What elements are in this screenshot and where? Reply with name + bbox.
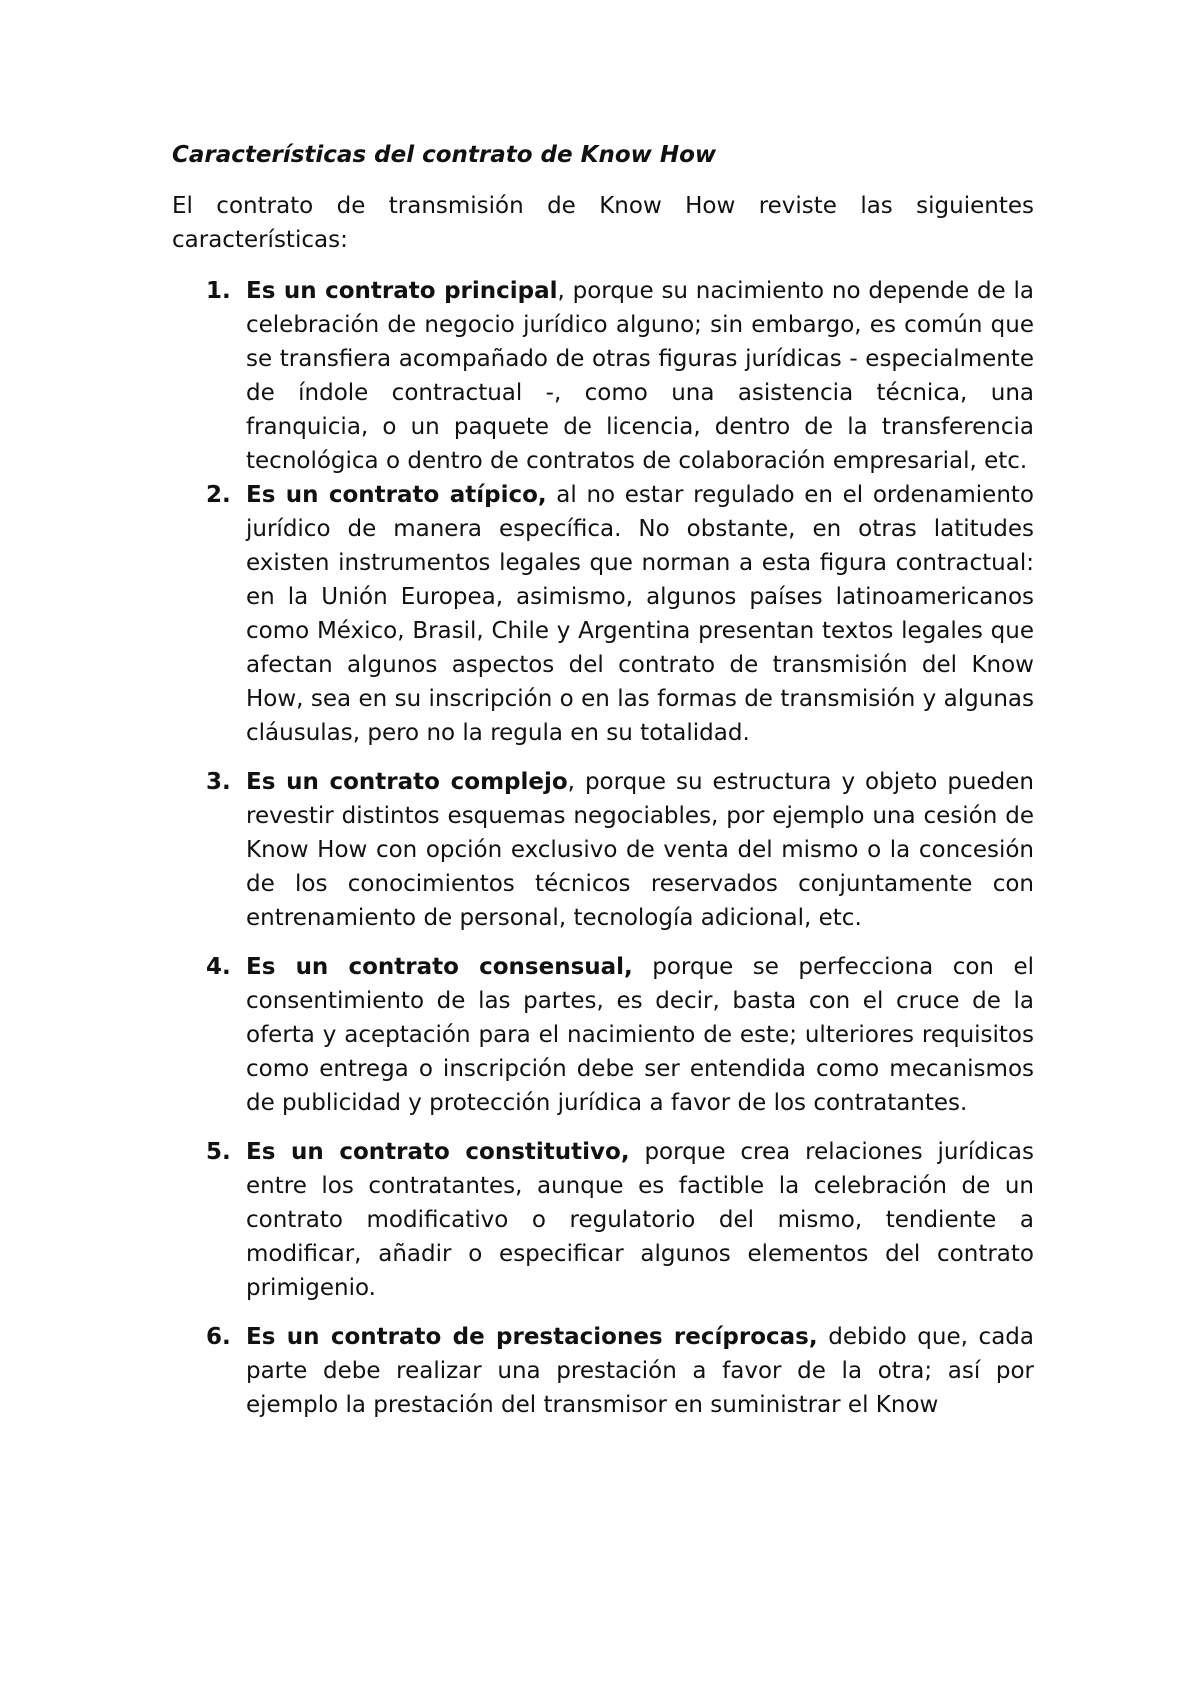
- item-text: porque crea relaciones jurídicas entre los contratantes, aunque es factible la celebración de un contrato modificativo o regulatorio del mismo, tendiente a modificar, añadir o especificar algunos elementos del contrato primigenio.: [246, 1139, 1034, 1301]
- item-number: 3.: [206, 769, 231, 795]
- document-page: [172, 138, 1034, 1422]
- item-text: porque se perfecciona con el consentimiento de las partes, es decir, basta con el cruce de la oferta y aceptación para el nacimiento de este; ulteriores requisitos como entrega o inscripción debe ser entendida como mecanismos de publicidad y protección jurídica a favor de los contratantes.: [246, 954, 1035, 1116]
- item-number: 2.: [206, 482, 231, 508]
- item-lead: Es un contrato complejo: [246, 769, 568, 795]
- item-text: , porque su estructura y objeto pueden revestir distintos esquemas negociables, por ejemplo una cesión de Know How con opción exclusivo de venta del mismo o la concesión de los conocimientos técnicos reservados conjuntamente con entrenamiento de personal, tecnología adicional, etc.: [246, 769, 1034, 931]
- list-item-constitutivo: [172, 1135, 1034, 1305]
- item-number: 1.: [206, 278, 231, 304]
- item-number: 6.: [206, 1324, 231, 1350]
- item-text: al no estar regulado en el ordenamiento jurídico de manera específica. No obstante, en otras latitudes existen instrumentos legales que norman a esta figura contractual: en la Unión Europea, asimismo, algunos países latinoamericanos como México, Brasil, Chile y Argentina presentan textos legales que afectan algunos aspectos del contrato de transmisión del Know How, sea en su inscripción o en las formas de transmisión y algunas cláusulas, pero no la regula en su totalidad.: [246, 482, 1034, 746]
- item-lead: Es un contrato constitutivo,: [246, 1139, 630, 1165]
- item-lead: Es un contrato atípico,: [246, 482, 547, 508]
- intro-paragraph: El contrato de transmisión de Know How reviste las siguientes características:: [172, 193, 1034, 253]
- item-lead: Es un contrato de prestaciones recíprocas,: [246, 1324, 818, 1350]
- list-item-atipico: [172, 478, 1034, 750]
- item-text: debido que, cada parte debe realizar una prestación a favor de la otra; así por ejemplo la prestación del transmisor en suministrar el Know: [246, 1324, 1034, 1418]
- item-text: , porque su nacimiento no depende de la celebración de negocio jurídico alguno; sin embargo, es común que se transfiera acompañado de otras figuras jurídicas - especialmente de índole contractual -, como una asistencia técnica, una franquicia, o un paquete de licencia, dentro de la transferencia tecnológica o dentro de contratos de colaboración empresarial, etc.: [246, 278, 1034, 474]
- document-title: Características del contrato de Know How: [172, 142, 717, 168]
- list-item-prestaciones-reciprocas: [172, 1320, 1034, 1422]
- list-item-complejo: [172, 765, 1034, 935]
- item-lead: Es un contrato principal: [246, 278, 558, 304]
- item-lead: Es un contrato consensual,: [246, 954, 633, 980]
- characteristics-list: [172, 274, 1034, 1422]
- list-item-consensual: [172, 950, 1034, 1120]
- item-number: 5.: [206, 1139, 231, 1165]
- item-number: 4.: [206, 954, 231, 980]
- list-item-principal: [172, 274, 1034, 478]
